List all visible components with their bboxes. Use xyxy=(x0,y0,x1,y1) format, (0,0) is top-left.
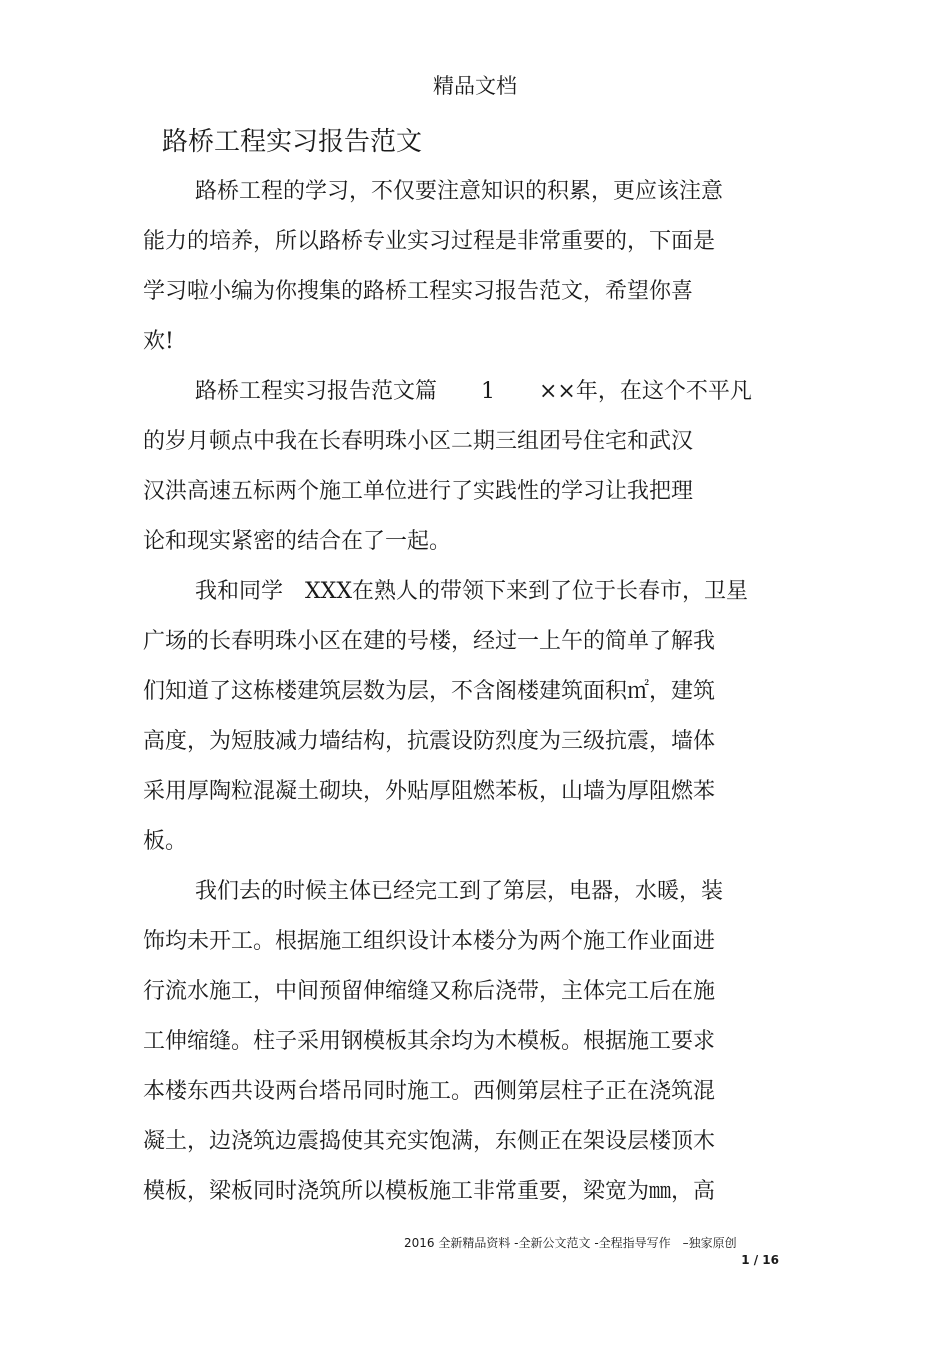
body-line: 工伸缩缝。柱子采用钢模板其余均为木模板。根据施工要求 xyxy=(143,1029,716,1054)
body-line: 们知道了这栋楼建筑层数为层，不含阁楼建筑面积㎡，建筑 xyxy=(143,679,716,704)
page-number: 1 / 16 xyxy=(741,1253,779,1267)
body-line: 路桥工程的学习，不仅要注意知识的积累，更应该注意 xyxy=(195,179,724,204)
body-line: 学习啦小编为你搜集的路桥工程实习报告范文，希望你喜 xyxy=(143,279,694,304)
body-line: 我们去的时候主体已经完工到了第层，电器，水暖，装 xyxy=(195,879,724,904)
body-line: 欢! xyxy=(143,329,174,354)
body-line: 本楼东西共设两台塔吊同时施工。西侧第层柱子正在浇筑混 xyxy=(143,1079,716,1104)
body-line: 能力的培养，所以路桥专业实习过程是非常重要的，下面是 xyxy=(143,229,716,254)
document-title: 路桥工程实习报告范文 xyxy=(162,127,423,157)
body-line: 广场的长春明珠小区在建的号楼，经过一上午的简单了解我 xyxy=(143,629,716,654)
page-footer: 2016 全新精品资料 -全新公文范文 -全程指导写作 –独家原创 xyxy=(404,1236,737,1250)
body-line: 行流水施工，中间预留伸缩缝又称后浇带，主体完工后在施 xyxy=(143,979,716,1004)
body-line: 路桥工程实习报告范文篇 1 ××年，在这个不平凡 xyxy=(195,379,752,404)
body-line: 饰均未开工。根据施工组织设计本楼分为两个施工作业面进 xyxy=(143,929,716,954)
page-header: 精品文档 xyxy=(433,74,517,98)
body-line: 高度，为短肢减力墙结构，抗震设防烈度为三级抗震，墙体 xyxy=(143,729,716,754)
body-line: 论和现实紧密的结合在了一起。 xyxy=(143,529,452,554)
body-line: 板。 xyxy=(143,829,188,854)
body-line: 汉洪高速五标两个施工单位进行了实践性的学习让我把理 xyxy=(143,479,694,504)
body-line: 的岁月顿点中我在长春明珠小区二期三组团号住宅和武汉 xyxy=(143,429,694,454)
body-line: 采用厚陶粒混凝土砌块，外贴厚阻燃苯板，山墙为厚阻燃苯 xyxy=(143,779,716,804)
body-line: 模板，梁板同时浇筑所以模板施工非常重要，梁宽为㎜，高 xyxy=(143,1179,716,1204)
body-line: 我和同学 XXX在熟人的带领下来到了位于长春市，卫星 xyxy=(195,579,748,604)
body-line: 凝土，边浇筑边震捣使其充实饱满，东侧正在架设层楼顶木 xyxy=(143,1129,716,1154)
